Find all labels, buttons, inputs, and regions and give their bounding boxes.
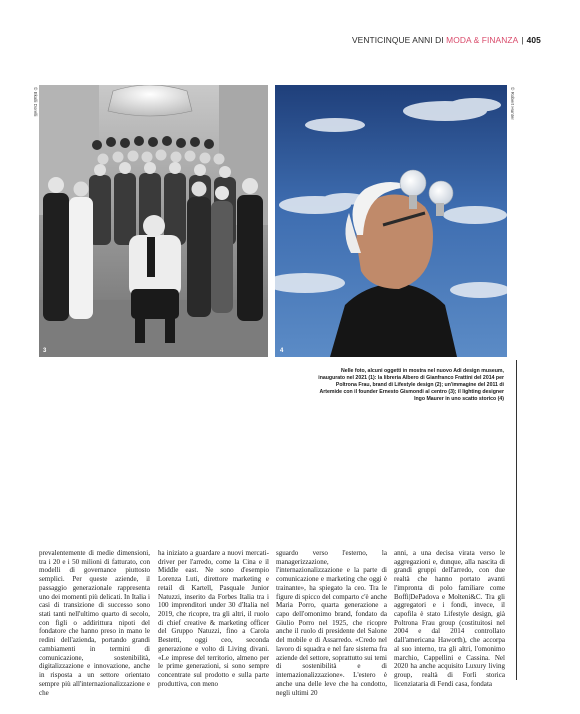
article-column-2 xyxy=(158,549,269,689)
group-photo xyxy=(39,85,268,357)
group-photo-illustration xyxy=(39,85,268,357)
photo-credit-left: © Ekalli Dorelli xyxy=(33,87,38,117)
designer-photo-illustration xyxy=(275,85,507,357)
article-column-4 xyxy=(394,549,505,689)
page-number: 405 xyxy=(526,35,541,45)
photo-caption: Nelle foto, alcuni oggetti in mostra nel nuovo Adi design museum, inaugurato nel 2021 (1): la libreria Albero di Gianfranco Frattini del 2014 per Poltrona Frau, brand di Lifestyle design (2); un'immagine del 2011 di Artemide con il founder Ernesto Gismondi al centro (3); il lighting designer Ingo Maurer in uno scatto storico (4) xyxy=(318,368,504,403)
photo-number-3: 3 xyxy=(43,348,47,354)
article-paragraph: ha iniziato a guardare a nuovi mercati-driver per l'arredo, come la Cina e il Middle east. Ne sono d'esempio Lorenza Luti, direttore marketing e retail di Kartell, Pasquale Junior Natuzzi, inserito da Forbes Italia tra i 100 imprenditori under 30 d'Italia nel 2019, che ricopre, tra gli altri, il ruolo di chief creative & marketing officer del Gruppo Natuzzi, fino a Carola Bestetti, oggi ceo, seconda generazione e volto di Living divani. «Le imprese del territorio, almeno per le prime generazioni, si sono sempre concentrate sul prodotto e sulla parte produttiva, con meno xyxy=(158,549,269,688)
column-divider xyxy=(516,360,517,680)
header-separator: | xyxy=(521,35,524,45)
article-paragraph: sguardo verso l'esterno, la managerizzazione, l'internazionalizzazione e la parte di comunicazione e marketing che oggi è trainante», ha spiegato la ceo. Tra le figure di spicco del comparto c'è anche Maria Porro, quarta generazione a capo dell'omonimo brand, fondato da Giulio Porro nel 1925, che ricopre anche il ruolo di presidente del Salone del mobile e di Assarredo. «Credo nel lavoro di squadra e nel fare sistema fra aziende del settore, soprattutto sui temi di sostenibilità e di internazionalizzazione». L'estero è anche una delle leve che ha condotto, negli ultimi 20 xyxy=(276,549,387,697)
photo-credit-right: © Robert Hunter xyxy=(510,87,515,120)
designer-photo xyxy=(275,85,507,357)
article-paragraph: prevalentemente di medie dimensioni, tra i 20 e i 50 milioni di fatturato, con modelli di governance piuttosto semplici. Per queste aziende, il passaggio generazionale rappresenta uno dei momenti più delicati. In Italia i casi di transizione di successo sono stati tanti nell'ultimo quarto di secolo, con figli o addirittura nipoti del fondatore che hanno preso in mano le redini dell'azienda, portando grandi cambiamenti in termini di comunicazione, sostenibilità, digitalizzazione e innovazione, anche in risposta a un settore orientato sempre più all'internazionalizzazione e che xyxy=(39,549,150,697)
article-paragraph: anni, a una decisa virata verso le aggregazioni e, dunque, alla nascita di grandi gruppi dell'arredo, con due realtà che hanno portato avanti l'impronta di polo familiare come Boffi|DePadova e Molteni&C. Tra gli aggregatori e i fondi, invece, il capofila è stato Lifestyle design, già Poltrona Frau group (costituitosi nel 2004 e dal 2014 controllato dall'americana Haworth), che accorpa al suo interno, tra gli altri, l'omonimo marchio, Cappellini e Cassina. Nel 2020 ha anche acquisito Luxury living group, realtà di Forlì storica licenziataria di Fendi casa, fondata xyxy=(394,549,505,688)
article-column-3 xyxy=(276,549,387,697)
photo-number-4: 4 xyxy=(280,348,284,354)
article-column-1 xyxy=(39,549,150,697)
running-header xyxy=(352,35,552,47)
header-section-highlight: MODA & FINANZA xyxy=(446,35,519,45)
header-section-title: VENTICINQUE ANNI DI xyxy=(352,35,447,45)
